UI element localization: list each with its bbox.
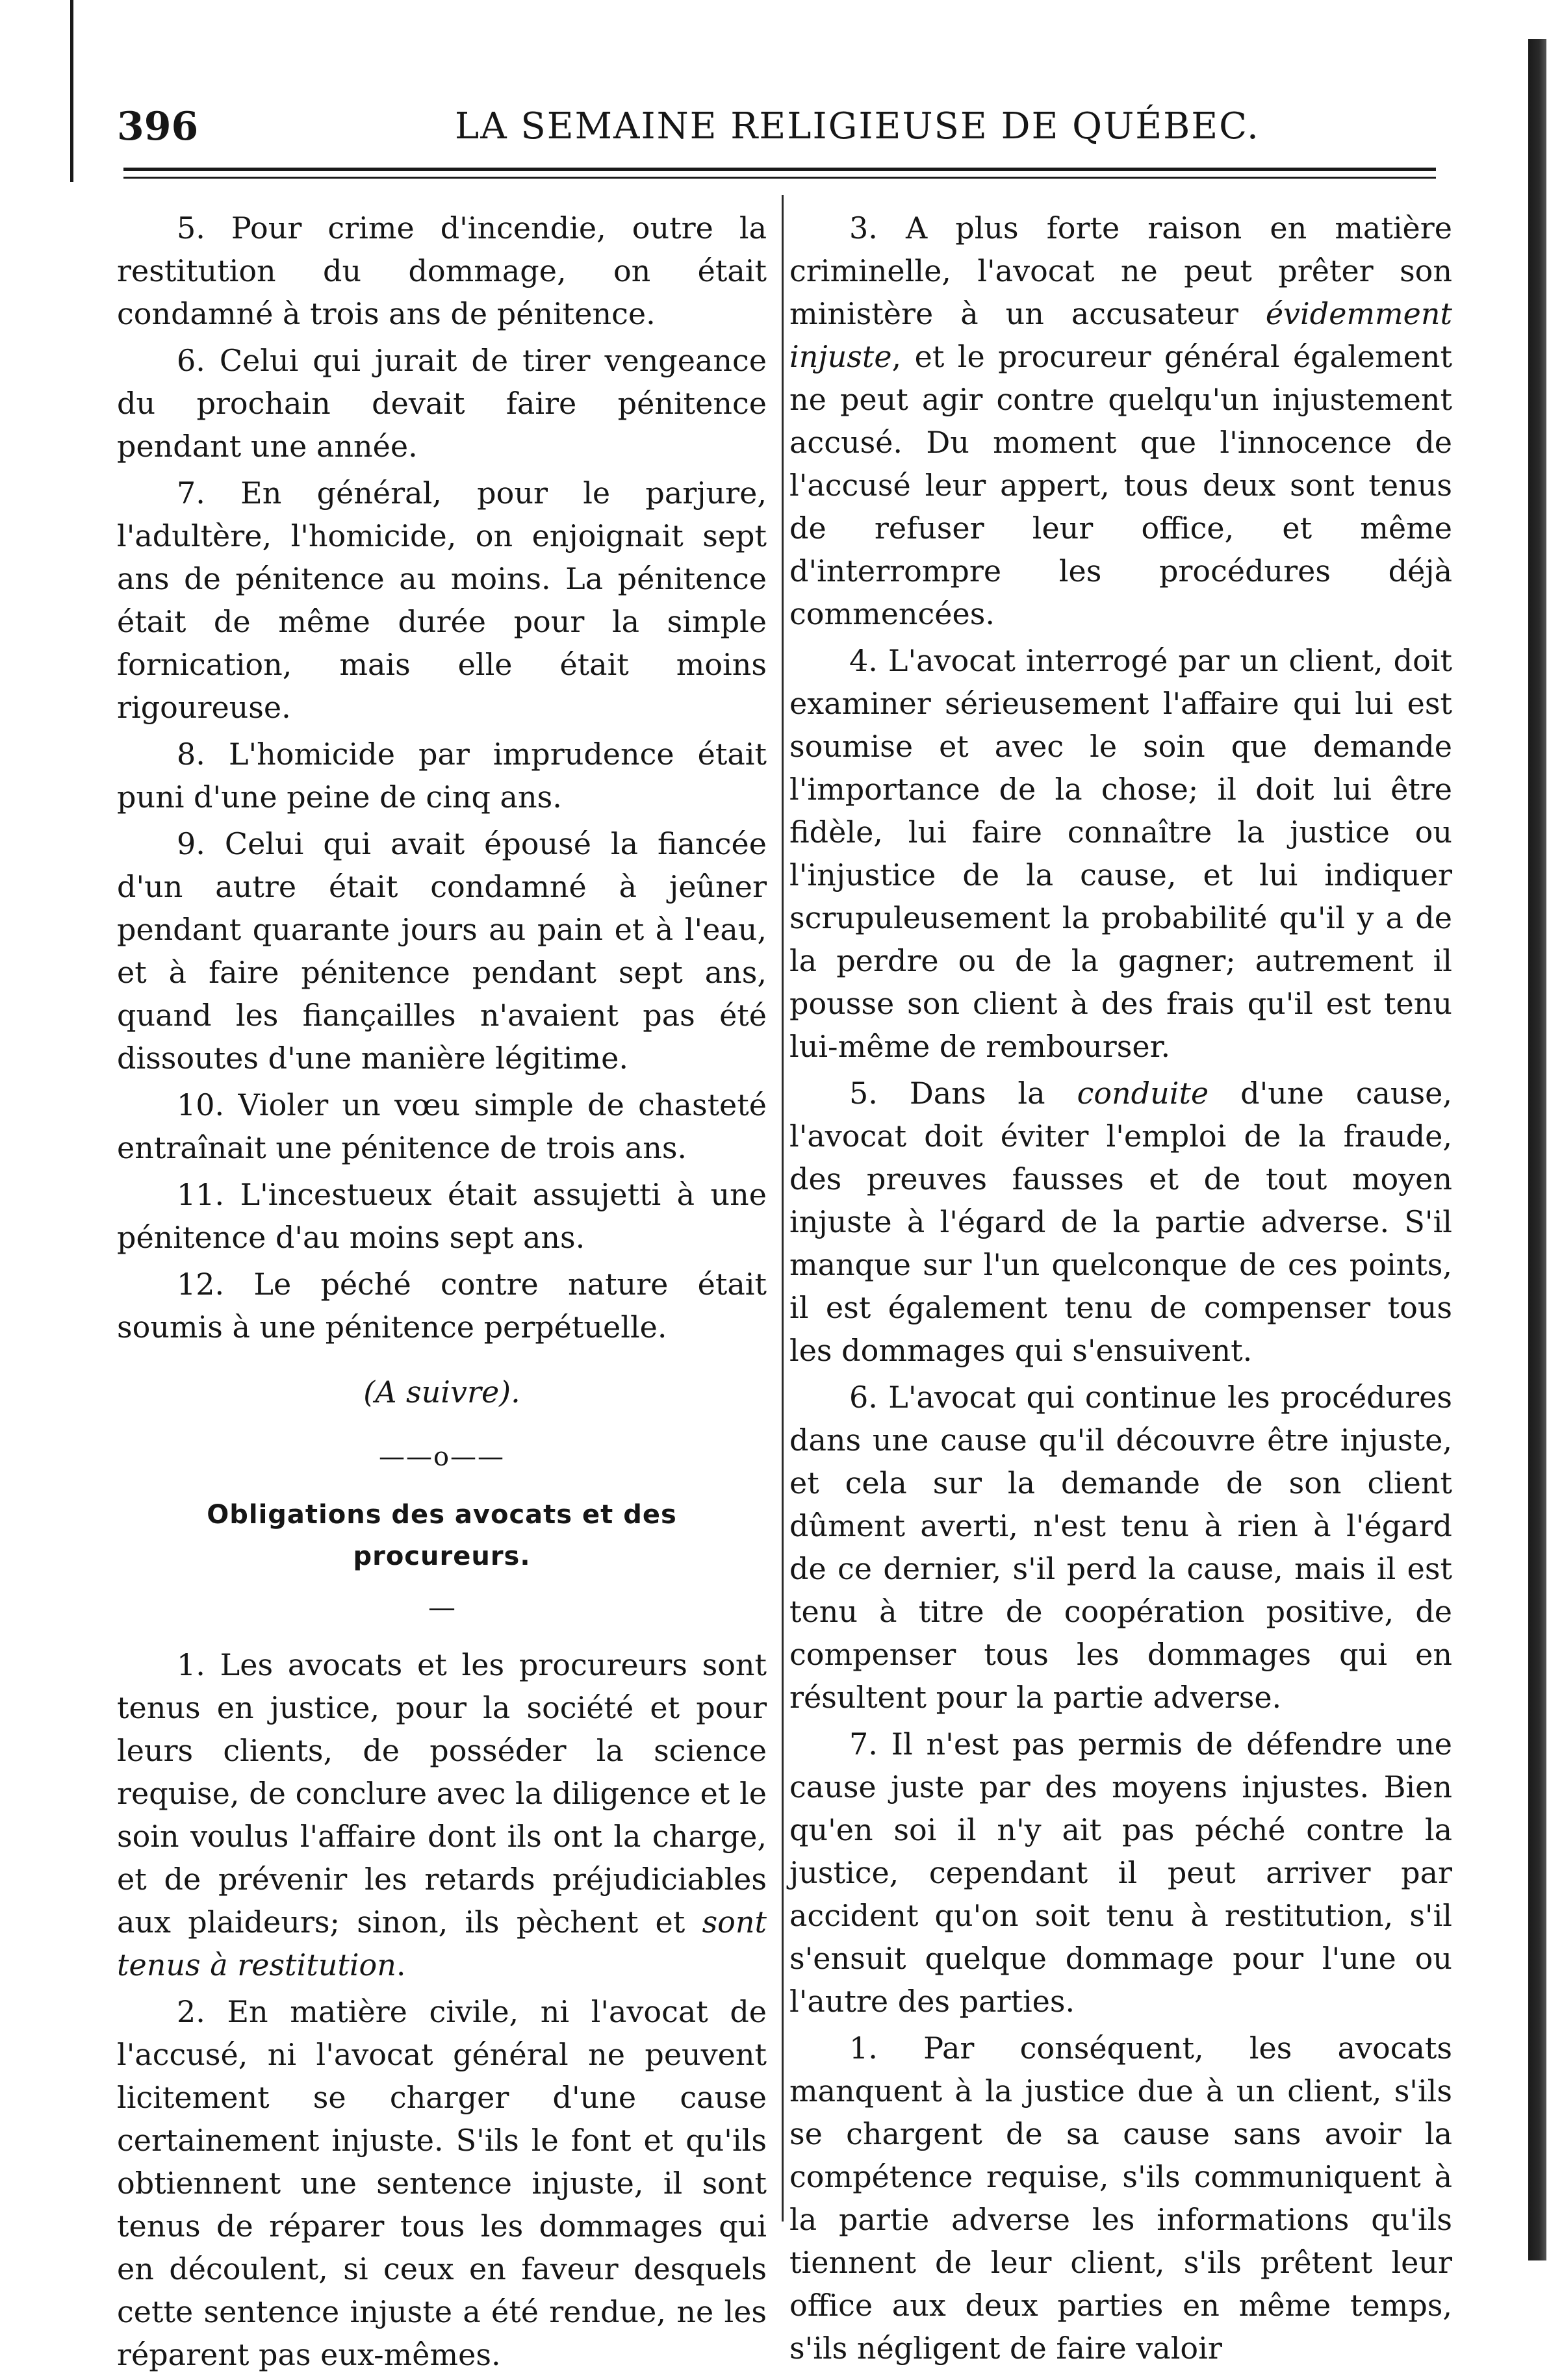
header-rule-thick: [123, 168, 1436, 171]
section-separator: ——o——: [378, 1442, 506, 1472]
paragraph: 1. Les avocats et les procureurs sont tenus en justice, pour la société et pour leurs clients, de posséder la science requise, de conclure avec la diligence et le soin voulus l'affaire dont ils ont la charge, et de prévenir les retards préjudiciables aux plaideurs; sinon, ils pèchent et sont tenus à restitution.: [117, 1647, 767, 1982]
page-number: 396: [117, 104, 199, 149]
paragraph: 10. Violer un vœu simple de chasteté entraînait une pénitence de trois ans.: [117, 1087, 767, 1165]
paragraph: 1. Par conséquent, les avocats manquent à la justice due à un client, s'ils se chargent de sa cause sans avoir la compétence requise, s'ils communiquent à la partie adverse les informations qu'ils tiennent de leur client, s'ils prêtent leur office aux deux parties en même temps, s'ils négligent de faire valoir: [789, 2031, 1452, 2366]
a-suivre-note: (A suivre).: [363, 1374, 520, 1410]
column-divider: [782, 195, 784, 2222]
page-header: [117, 97, 1481, 156]
paragraph: 7. Il n'est pas permis de défendre une cause juste par des moyens injustes. Bien qu'en soi il n'y ait pas péché contre la justice, cependant il peut arriver par accident qu'on soit tenu à restitution, s'il s'ensuit quelque dommage pour l'une ou l'autre des parties.: [789, 1727, 1452, 2019]
right-column: [789, 207, 1452, 2374]
paragraph: 7. En général, pour le parjure, l'adultère, l'homicide, on enjoignait sept ans de pénitence au moins. La pénitence était de même durée pour la simple fornication, mais elle était moins rigoureuse.: [117, 475, 767, 725]
paragraph: 9. Celui qui avait épousé la fiancée d'un autre était condamné à jeûner pendant quarante jours au pain et à l'eau, et à faire pénitence pendant sept ans, quand les fiançailles n'avaient pas été dissoutes d'une manière légitime.: [117, 826, 767, 1076]
section-title: Obligations des avocats et des procureurs.: [207, 1500, 677, 1571]
left-column: [117, 207, 767, 2380]
paragraph: 8. L'homicide par imprudence était puni d'une peine de cinq ans.: [117, 737, 767, 815]
paragraph: 5. Pour crime d'incendie, outre la restitution du dommage, on était condamné à trois ans de pénitence.: [117, 210, 767, 331]
paragraph: 3. A plus forte raison en matière criminelle, l'avocat ne peut prêter son ministère à un accusateur évidemment injuste, et le procureur général également ne peut agir contre quelqu'un injustement accusé. Du moment que l'innocence de l'accusé leur appert, tous deux sont tenus de refuser leur office, et même d'interrompre les procédures déjà commencées.: [789, 210, 1452, 631]
paragraph: 5. Dans la conduite d'une cause, l'avocat doit éviter l'emploi de la fraude, des preuves fausses et de tout moyen injuste à l'égard de la partie adverse. S'il manque sur l'un quelconque de ces points, il est également tenu de compenser tous les dommages qui s'ensuivent.: [789, 1076, 1452, 1368]
paragraph: 6. Celui qui jurait de tirer vengeance du prochain devait faire pénitence pendant une année.: [117, 343, 767, 464]
section-dash: —: [428, 1591, 455, 1623]
paragraph: 4. L'avocat interrogé par un client, doit examiner sérieusement l'affaire qui lui est soumise et avec le soin que demande l'importance de la chose; il doit lui être fidèle, lui faire connaître la justice ou l'injustice de la cause, et lui indiquer scrupuleusement la probabilité qu'il y a de la perdre ou de la gagner; autrement il pousse son client à des frais qu'il est tenu lui-même de rembourser.: [789, 643, 1452, 1064]
paragraph: 2. En matière civile, ni l'avocat de l'accusé, ni l'avocat général ne peuvent licitement se charger d'une cause certainement injuste. S'ils le font et qu'ils obtiennent une sentence injuste, il sont tenus de réparer tous les dommages qui en découlent, si ceux en faveur desquels cette sentence injuste a été rendue, ne les réparent pas eux-mêmes.: [117, 1994, 767, 2372]
paragraph: 6. L'avocat qui continue les procédures dans une cause qu'il découvre être injuste, et cela sur la demande de son client dûment averti, n'est tenu à rien à l'égard de ce dernier, s'il perd la cause, mais il est tenu à titre de coopération positive, de compenser tous les dommages qui en résultent pour la partie adverse.: [789, 1380, 1452, 1715]
running-title: LA SEMAINE RELIGIEUSE DE QUÉBEC.: [455, 105, 1260, 147]
header-rule-thin: [123, 177, 1436, 179]
scan-page-edge: [1528, 39, 1546, 2260]
paragraph: 12. Le péché contre nature était soumis à une pénitence perpétuelle.: [117, 1267, 767, 1345]
scan-margin-line: [70, 0, 73, 182]
paragraph: 11. L'incestueux était assujetti à une pénitence d'au moins sept ans.: [117, 1177, 767, 1255]
